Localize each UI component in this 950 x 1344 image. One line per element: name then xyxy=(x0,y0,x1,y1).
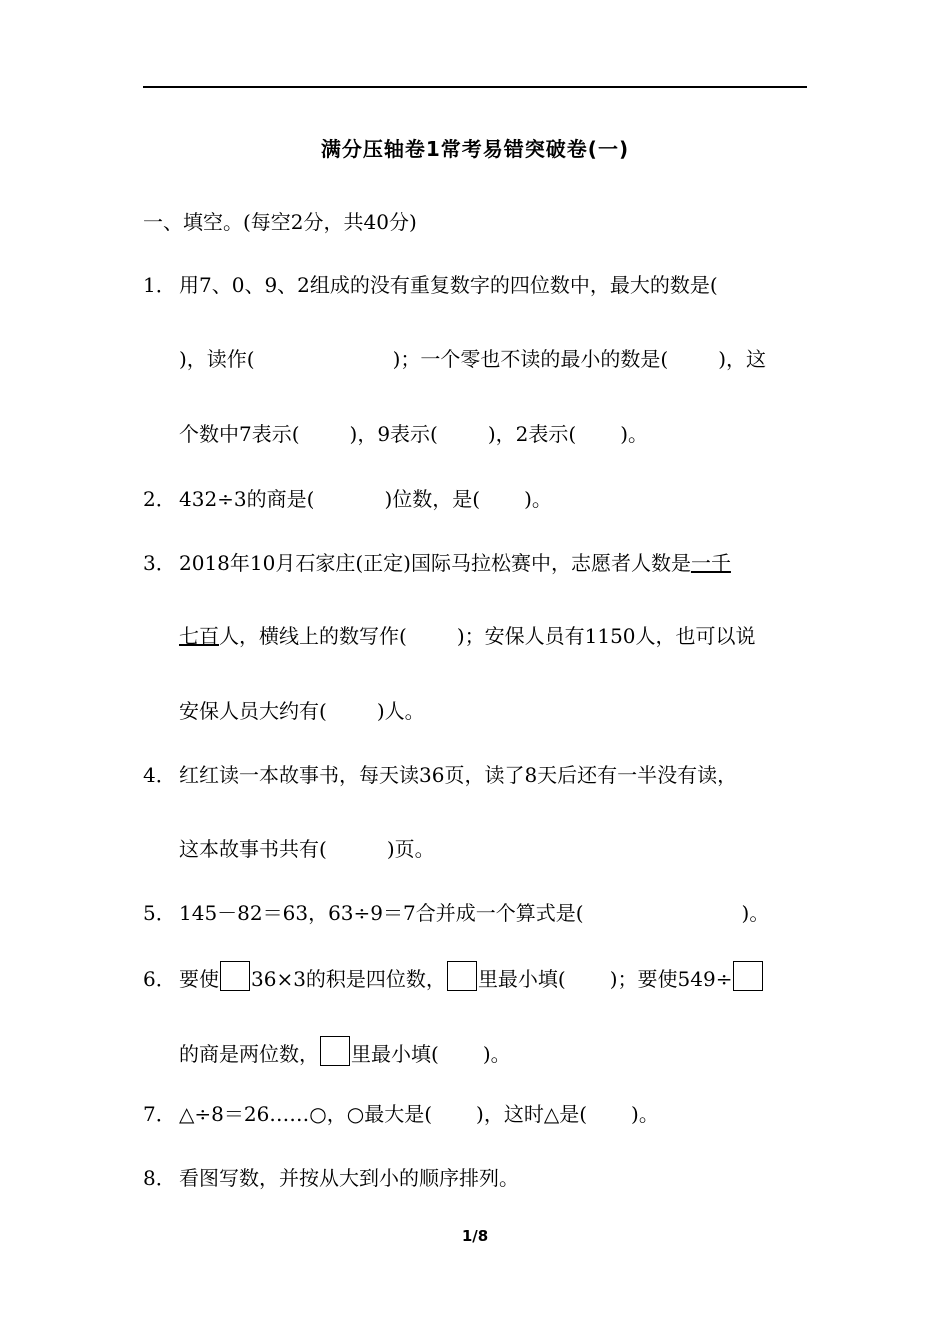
question-6-line-2: 的商是两位数， 里最小填( )。 xyxy=(179,1036,511,1069)
question-2: 2． 432÷3的商是( )位数，是( )。 xyxy=(143,487,552,511)
header-rule xyxy=(143,86,807,88)
question-1-line-3: 个数中7表示( )，9表示( )，2表示( )。 xyxy=(179,422,649,446)
answer-box xyxy=(320,1036,350,1066)
answer-box xyxy=(220,961,250,991)
section-heading: 一、填空。(每空2分，共40分) xyxy=(143,210,417,234)
question-6-line-1: 6． 要使 36×3的积是四位数， 里最小填( )；要使549÷ xyxy=(143,961,764,994)
question-5: 5． 145－82＝63，63÷9＝7合并成一个算式是( )。 xyxy=(143,901,770,925)
answer-box xyxy=(447,961,477,991)
answer-box xyxy=(733,961,763,991)
question-3-line-1: 3． 2018年10月石家庄(正定)国际马拉松赛中，志愿者人数是一千 xyxy=(143,551,731,575)
question-3-line-2: 七百人，横线上的数写作( )；安保人员有1150人，也可以说 xyxy=(179,624,756,648)
question-4-line-1: 4． 红红读一本故事书，每天读36页，读了8天后还有一半没有读， xyxy=(143,763,738,787)
question-4-line-2: 这本故事书共有( )页。 xyxy=(179,837,435,861)
question-8: 8． 看图写数，并按从大到小的顺序排列。 xyxy=(143,1166,519,1190)
question-7: 7． △÷8＝26……○，○最大是( )，这时△是( )。 xyxy=(143,1102,659,1126)
page-title: 满分压轴卷1常考易错突破卷(一) xyxy=(320,137,630,161)
question-3-line-3: 安保人员大约有( )人。 xyxy=(179,699,425,723)
page-number: 1/8 xyxy=(461,1227,489,1245)
question-1-line-1: 1． 用7、0、9、2组成的没有重复数字的四位数中，最大的数是( xyxy=(143,273,718,297)
question-1-line-2: )，读作( )；一个零也不读的最小的数是( )，这 xyxy=(179,347,767,371)
